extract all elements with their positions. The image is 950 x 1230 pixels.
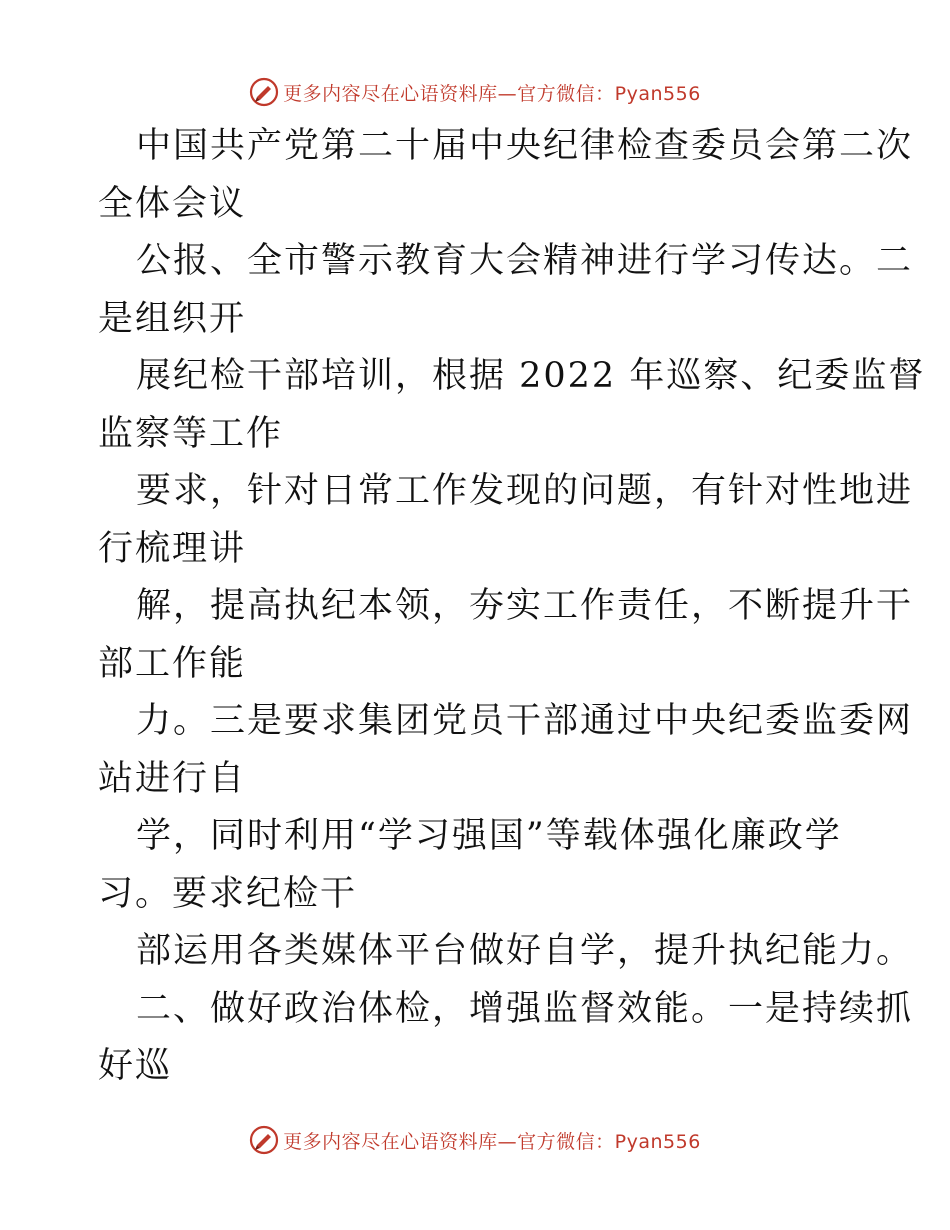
body-line: 部工作能 xyxy=(98,643,247,684)
body-line: 站进行自 xyxy=(98,758,247,799)
body-line: 力。三是要求集团党员干部通过中央纪委监委网 xyxy=(136,701,914,741)
body-line: 公报、全市警示教育大会精神进行学习传达。二 xyxy=(136,241,914,281)
body-line: 全体会议 xyxy=(98,183,247,224)
body-line: 习。要求纪检干 xyxy=(98,873,358,914)
footer-watermark xyxy=(0,1120,950,1160)
pen-logo-icon xyxy=(249,77,279,107)
body-line: 是组织开 xyxy=(98,298,247,339)
body-line: 展纪检干部培训，根据 2022 年巡察、纪委监督 xyxy=(136,356,926,396)
body-line: 好巡 xyxy=(98,1046,173,1086)
body-line: 要求，针对日常工作发现的问题，有针对性地进 xyxy=(136,471,914,511)
body-line: 部运用各类媒体平台做好自学，提升执纪能力。 xyxy=(136,931,914,971)
document-body xyxy=(98,118,926,1096)
header-watermark-text: 更多内容尽在心语资料库—官方微信：Pyan556 xyxy=(283,82,701,105)
body-line: 监察等工作 xyxy=(98,413,284,454)
body-line: 学，同时利用“学习强国”等载体强化廉政学 xyxy=(136,816,842,856)
footer-watermark-text: 更多内容尽在心语资料库—官方微信：Pyan556 xyxy=(283,1130,701,1153)
body-line: 行梳理讲 xyxy=(98,528,247,569)
body-line: 中国共产党第二十届中央纪律检查委员会第二次 xyxy=(136,126,914,166)
body-line: 二、做好政治体检，增强监督效能。一是持续抓 xyxy=(136,988,914,1029)
body-line: 解，提高执纪本领，夯实工作责任，不断提升干 xyxy=(136,586,914,626)
pen-logo-icon xyxy=(249,1125,279,1155)
header-watermark xyxy=(0,72,950,112)
